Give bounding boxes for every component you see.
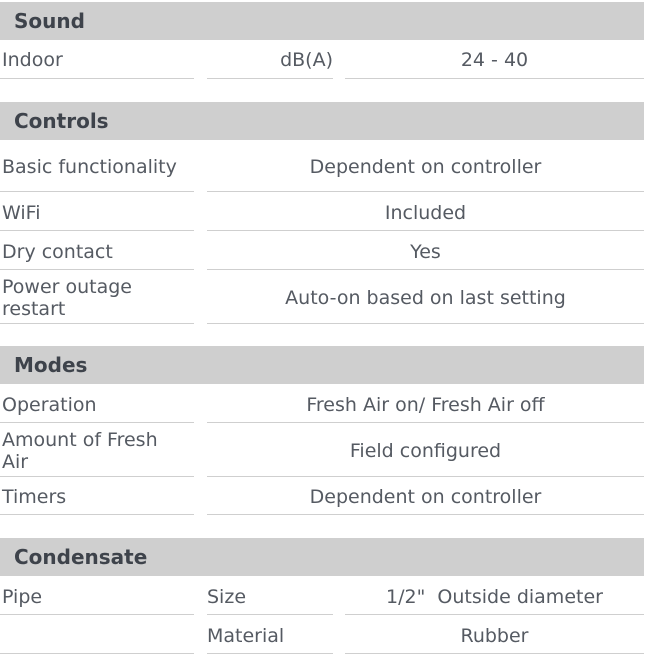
section-title-controls: Controls bbox=[14, 109, 109, 133]
row-label-power-outage-restart: Power outage restart bbox=[2, 276, 132, 320]
section-header-modes bbox=[0, 346, 644, 384]
row-value-basic-functionality: Dependent on controller bbox=[309, 156, 542, 178]
row-divider bbox=[0, 191, 194, 192]
row-value-size: 1/2" Outside diameter bbox=[386, 586, 603, 608]
row-value-amount-of-fresh-air: Field configured bbox=[349, 440, 502, 462]
row-divider bbox=[345, 614, 644, 615]
row-divider bbox=[207, 323, 644, 324]
row-divider bbox=[345, 653, 644, 654]
row-label-indoor: Indoor bbox=[2, 49, 63, 71]
row-sublabel-material: Material bbox=[207, 625, 285, 647]
row-value-operation: Fresh Air on/ Fresh Air off bbox=[306, 394, 545, 416]
row-value-timers: Dependent on controller bbox=[309, 486, 542, 508]
row-divider bbox=[207, 614, 333, 615]
row-divider bbox=[0, 230, 194, 231]
row-divider bbox=[0, 514, 194, 515]
section-title-sound: Sound bbox=[14, 9, 85, 33]
row-value-material: Rubber bbox=[460, 625, 529, 647]
row-divider bbox=[0, 614, 194, 615]
row-label-wifi: WiFi bbox=[2, 202, 41, 224]
row-value-power-outage-restart: Auto-on based on last setting bbox=[285, 287, 566, 309]
row-divider bbox=[207, 514, 644, 515]
row-label-dry-contact: Dry contact bbox=[2, 241, 113, 263]
row-label-amount-of-fresh-air: Amount of Fresh Air bbox=[2, 429, 158, 473]
row-label-operation: Operation bbox=[2, 394, 97, 416]
row-divider bbox=[0, 422, 194, 423]
section-header-controls bbox=[0, 102, 644, 140]
row-label-timers: Timers bbox=[2, 486, 67, 508]
section-title-condensate: Condensate bbox=[14, 545, 148, 569]
row-divider bbox=[0, 323, 194, 324]
row-divider bbox=[207, 653, 333, 654]
row-divider bbox=[207, 269, 644, 270]
row-divider bbox=[0, 78, 194, 79]
section-title-modes: Modes bbox=[14, 353, 88, 377]
row-unit-indoor: dB(A) bbox=[280, 49, 333, 71]
section-header-sound bbox=[0, 2, 644, 40]
row-value-indoor: 24 - 40 bbox=[460, 49, 529, 71]
row-divider bbox=[207, 230, 644, 231]
row-label-pipe: Pipe bbox=[2, 586, 43, 608]
row-value-dry-contact: Yes bbox=[410, 241, 441, 263]
row-divider bbox=[207, 476, 644, 477]
row-divider bbox=[345, 78, 644, 79]
section-header-condensate bbox=[0, 538, 644, 576]
row-divider bbox=[207, 422, 644, 423]
row-divider bbox=[207, 78, 333, 79]
row-label-empty bbox=[2, 618, 194, 654]
row-divider bbox=[207, 191, 644, 192]
row-label-basic-functionality: Basic functionality bbox=[2, 156, 177, 178]
row-divider bbox=[0, 653, 194, 654]
row-sublabel-size: Size bbox=[207, 586, 247, 608]
row-value-wifi: Included bbox=[384, 202, 467, 224]
row-divider bbox=[0, 476, 194, 477]
row-divider bbox=[0, 269, 194, 270]
